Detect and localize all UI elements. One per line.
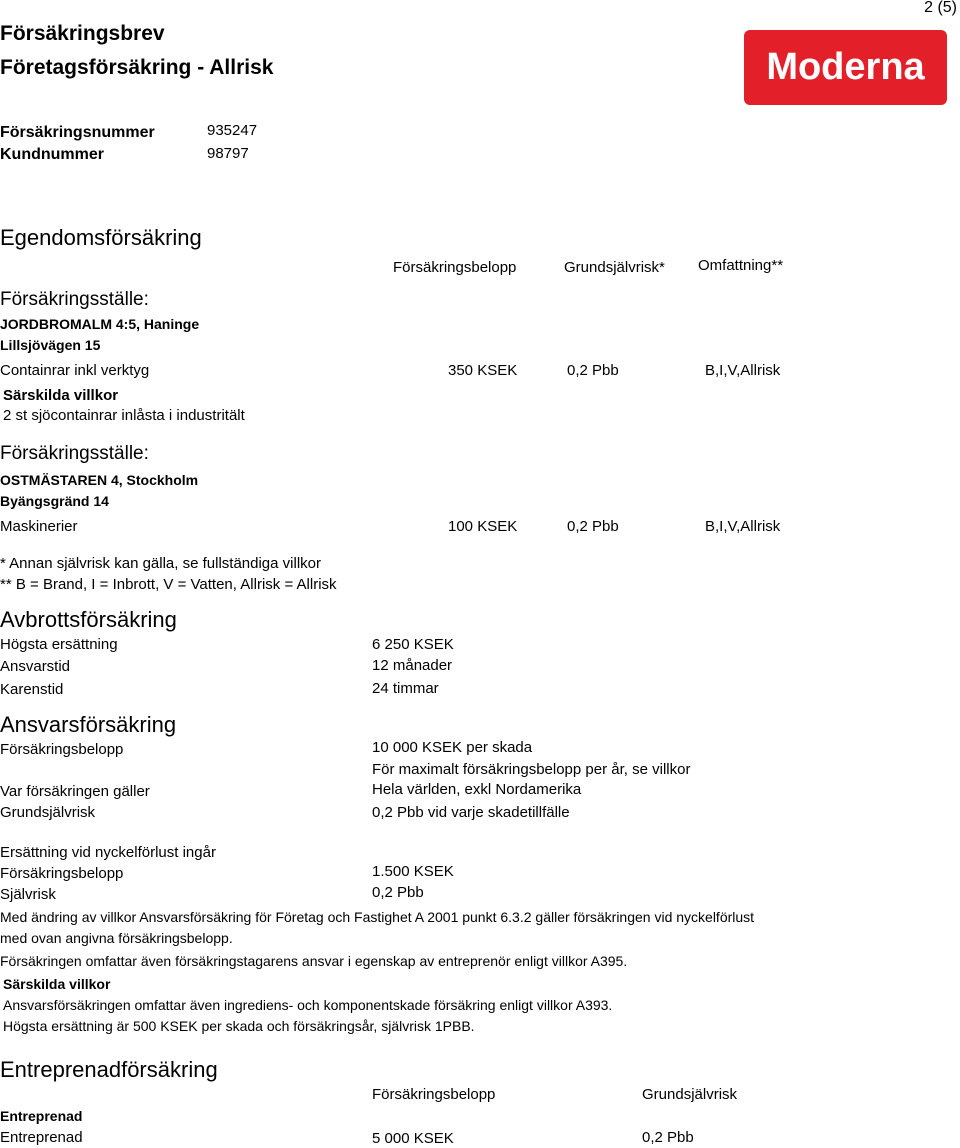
location-name: JORDBROMALM 4:5, Haninge: [0, 316, 200, 332]
document-title: Försäkringsbrev: [0, 22, 165, 45]
contractor-subheading: Entreprenad: [0, 1108, 83, 1124]
liability-special-terms-label: Särskilda villkor: [3, 976, 111, 992]
section-heading-property: Egendomsförsäkring: [0, 225, 202, 250]
contractor-liability-text: Försäkringen omfattar även försäkringstagarens ansvar i egenskap av entreprenör enligt villkor A395.: [0, 953, 628, 969]
interruption-value-waiting: 24 timmar: [372, 680, 439, 697]
location-label: Försäkringsställe:: [0, 289, 149, 310]
page-number: 2 (5): [924, 0, 957, 16]
column-header-scope: Omfattning**: [698, 257, 784, 274]
key-loss-deductible-value: 0,2 Pbb: [372, 884, 424, 901]
location-street: Lillsjövägen 15: [0, 337, 101, 353]
interruption-label-waiting: Karenstid: [0, 681, 64, 698]
insured-scope: B,I,V,Allrisk: [705, 362, 781, 379]
contractor-col-deductible: Grundsjälvrisk: [642, 1086, 738, 1103]
insured-item: Containrar inkl verktyg: [0, 362, 150, 379]
column-header-amount: Försäkringsbelopp: [393, 259, 517, 276]
location-label: Försäkringsställe:: [0, 443, 149, 464]
insured-deductible: 0,2 Pbb: [567, 362, 619, 379]
footnote-deductible: * Annan självrisk kan gälla, se fullständiga villkor: [0, 555, 321, 572]
contractor-col-amount: Försäkringsbelopp: [372, 1086, 496, 1103]
column-header-deductible: Grundsjälvrisk*: [564, 259, 665, 276]
liability-amount-value: 10 000 KSEK per skada: [372, 739, 533, 756]
interruption-value-max: 6 250 KSEK: [372, 636, 454, 653]
liability-where-value: Hela världen, exkl Nordamerika: [372, 781, 582, 798]
liability-terms-text-continued: med ovan angivna försäkringsbelopp.: [0, 930, 233, 946]
customer-number-value: 98797: [207, 145, 249, 162]
customer-number-label: Kundnummer: [0, 146, 104, 163]
ingredient-damage-text: Ansvarsförsäkringen omfattar även ingrediens- och komponentskade försäkring enligt villkor A393.: [3, 997, 613, 1013]
policy-number-label: Försäkringsnummer: [0, 124, 155, 141]
special-terms-label: Särskilda villkor: [3, 387, 119, 404]
contractor-row-deductible: 0,2 Pbb: [642, 1129, 694, 1146]
liability-deductible-label: Grundsjälvrisk: [0, 804, 96, 821]
key-loss-heading: Ersättning vid nyckelförlust ingår: [0, 844, 216, 861]
section-heading-liability: Ansvarsförsäkring: [0, 712, 177, 737]
key-loss-amount-value: 1.500 KSEK: [372, 863, 454, 880]
insured-scope: B,I,V,Allrisk: [705, 518, 781, 535]
interruption-label-period: Ansvarstid: [0, 658, 71, 675]
liability-where-label: Var försäkringen gäller: [0, 783, 150, 800]
liability-terms-text: Med ändring av villkor Ansvarsförsäkring för Företag och Fastighet A 2001 punkt 6.3.2 gäller försäkringen vid nyckelförlust: [0, 909, 755, 925]
interruption-value-period: 12 månader: [372, 657, 453, 674]
key-loss-deductible-label: Självrisk: [0, 886, 56, 903]
liability-deductible-value: 0,2 Pbb vid varje skadetillfälle: [372, 804, 570, 821]
footnote-scope: ** B = Brand, I = Inbrott, V = Vatten, Allrisk = Allrisk: [0, 576, 337, 593]
contractor-row-amount: 5 000 KSEK: [372, 1130, 454, 1147]
section-heading-contractor: Entreprenadförsäkring: [0, 1057, 218, 1082]
insured-amount: 100 KSEK: [448, 518, 518, 535]
document-subtitle: Företagsförsäkring - Allrisk: [0, 56, 274, 79]
liability-amount-note: För maximalt försäkringsbelopp per år, se villkor: [372, 761, 691, 778]
max-compensation-text: Högsta ersättning är 500 KSEK per skada och försäkringsår, självrisk 1PBB.: [3, 1018, 475, 1034]
interruption-label-max: Högsta ersättning: [0, 636, 118, 653]
insured-item: Maskinerier: [0, 518, 78, 535]
insured-deductible: 0,2 Pbb: [567, 518, 619, 535]
logo-text: Moderna: [766, 46, 925, 88]
key-loss-amount-label: Försäkringsbelopp: [0, 865, 124, 882]
section-heading-interruption: Avbrottsförsäkring: [0, 607, 177, 632]
insured-amount: 350 KSEK: [448, 362, 518, 379]
special-terms-text: 2 st sjöcontainrar inlåsta i industritält: [3, 407, 245, 424]
contractor-row-label: Entreprenad: [0, 1129, 83, 1146]
location-street: Byängsgränd 14: [0, 493, 109, 509]
liability-amount-label: Försäkringsbelopp: [0, 741, 124, 758]
policy-number-value: 935247: [207, 122, 258, 139]
moderna-logo: [744, 30, 947, 105]
location-name: OSTMÄSTAREN 4, Stockholm: [0, 472, 199, 488]
